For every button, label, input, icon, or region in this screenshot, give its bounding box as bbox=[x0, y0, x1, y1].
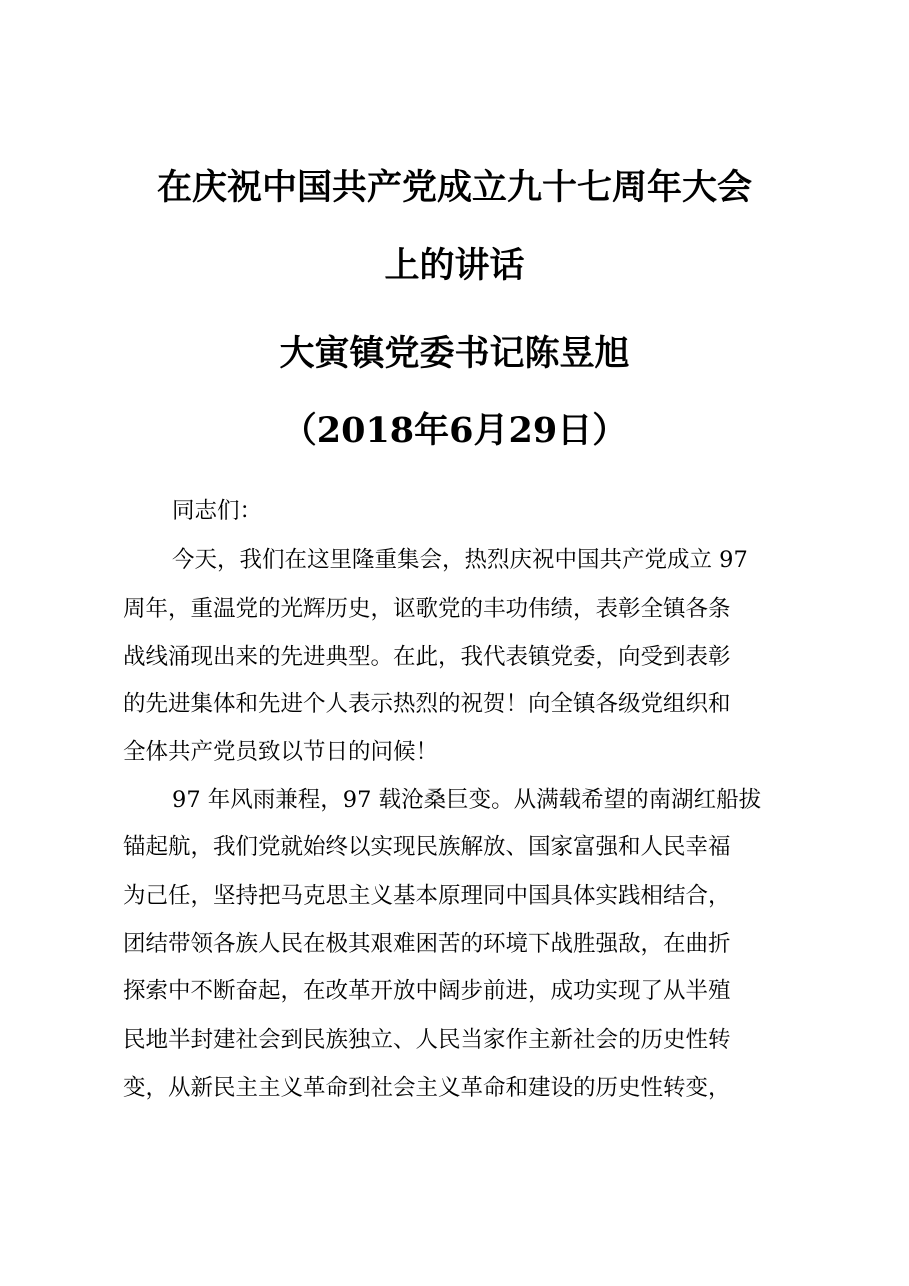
paragraph-1-line-5: 全体共产党员致以节日的问候！ bbox=[123, 739, 439, 765]
paragraph-2-line-5: 探索中不断奋起，在改革开放中阔步前进，成功实现了从半殖 bbox=[123, 978, 731, 1004]
paragraph-1-line-2: 周年，重温党的光辉历史，讴歌党的丰功伟绩，表彰全镇各条 bbox=[123, 596, 731, 622]
paragraph-2-line-3: 为己任，坚持把马克思主义基本原理同中国具体实践相结合， bbox=[123, 883, 731, 909]
paragraph-1-line-3: 战线涌现出来的先进典型。在此，我代表镇党委，向受到表彰 bbox=[123, 644, 731, 670]
greeting: 同志们： bbox=[172, 498, 263, 524]
speaker-line: 大寅镇党委书记陈昱旭 bbox=[279, 333, 630, 374]
paragraph-2-line-7: 变，从新民主主义革命到社会主义革命和建设的历史性转变， bbox=[123, 1075, 731, 1101]
speech-date: （2018年6月29日） bbox=[281, 410, 628, 451]
paragraph-1-line-4: 的先进集体和先进个人表示热烈的祝贺！向全镇各级党组织和 bbox=[123, 691, 731, 717]
speech-title-line-2: 上的讲话 bbox=[384, 245, 525, 286]
paragraph-2-line-6: 民地半封建社会到民族独立、人民当家作主新社会的历史性转 bbox=[123, 1027, 731, 1053]
paragraph-2-line-1: 97 年风雨兼程，97 载沧桑巨变。从满载希望的南湖红船拔 bbox=[172, 787, 762, 813]
paragraph-2-line-2: 锚起航，我们党就始终以实现民族解放、国家富强和人民幸福 bbox=[123, 834, 731, 860]
speech-title-line-1: 在庆祝中国共产党成立九十七周年大会 bbox=[156, 167, 752, 208]
paragraph-1-line-1: 今天，我们在这里隆重集会，热烈庆祝中国共产党成立 97 bbox=[172, 547, 748, 573]
paragraph-2-line-4: 团结带领各族人民在极其艰难困苦的环境下战胜强敌，在曲折 bbox=[123, 931, 731, 957]
